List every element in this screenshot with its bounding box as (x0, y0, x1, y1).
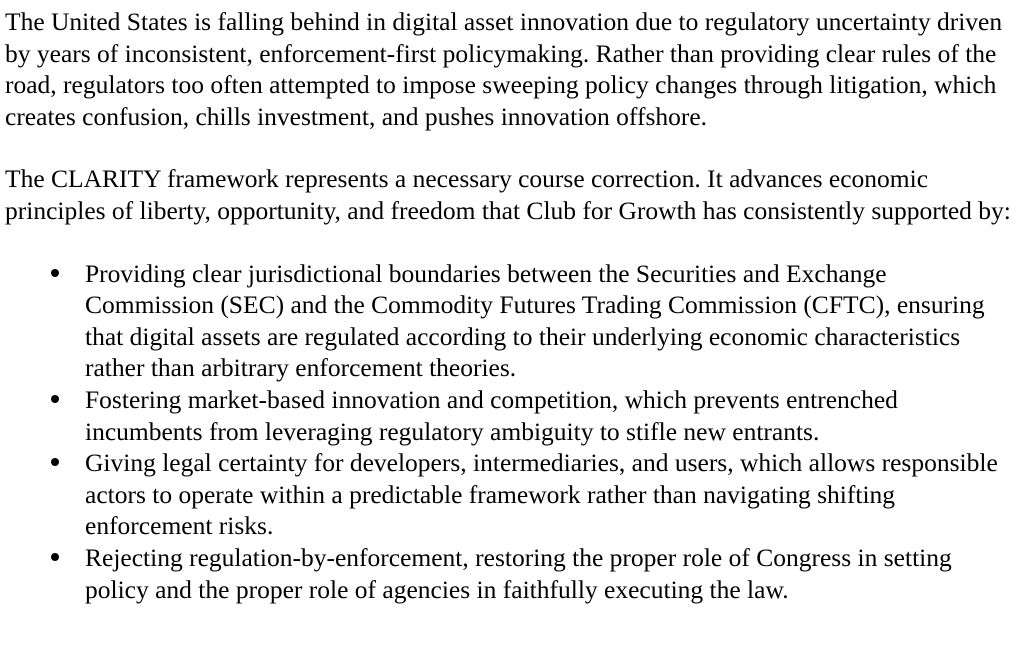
bullet-icon (45, 384, 65, 416)
paragraph-clarity-framework: The CLARITY framework represents a necessary course correction. It advances economic principles of liberty, opportunity, and freedom that Club for Growth has consistently supported by: (5, 164, 1011, 225)
bullet-text: Rejecting regulation-by-enforcement, restoring the proper role of Congress in setting policy and the proper role of agencies in faithfully executing the law. (85, 542, 952, 604)
bullet-text: Giving legal certainty for developers, intermediaries, and users, which allows responsible actors to operate within a predictable framework rather than navigating shifting enforcement risks. (85, 448, 998, 541)
bullet-text: Providing clear jurisdictional boundaries between the Securities and Exchange Commission (SEC) and the Commodity Futures Trading Commission (CFTC), ensuring that digital assets are regulated according to their underlying economic characteristics rather than arbitrary enforcement theories. (85, 258, 985, 383)
bullet-item-jurisdiction (5, 258, 1014, 384)
bullet-icon (45, 447, 65, 479)
bullet-icon (45, 542, 65, 574)
bullet-text: Fostering market-based innovation and competition, which prevents entrenched incumbents from leveraging regulatory ambiguity to stifle new entrants. (85, 384, 898, 446)
bullet-list (5, 258, 1014, 606)
bullet-item-legal-certainty (5, 447, 1014, 542)
bullet-item-innovation (5, 384, 1014, 447)
bullet-icon (45, 258, 65, 290)
paragraph-intro: The United States is falling behind in digital asset innovation due to regulatory uncertainty driven by years of inconsistent, enforcement-first policymaking. Rather than providing clear rules of the road, regulators too often attempted to impose sweeping policy changes through litigation, which creates confusion, chills investment, and pushes innovation offshore. (5, 7, 1003, 131)
bullet-item-rejecting-enforcement (5, 542, 1014, 605)
